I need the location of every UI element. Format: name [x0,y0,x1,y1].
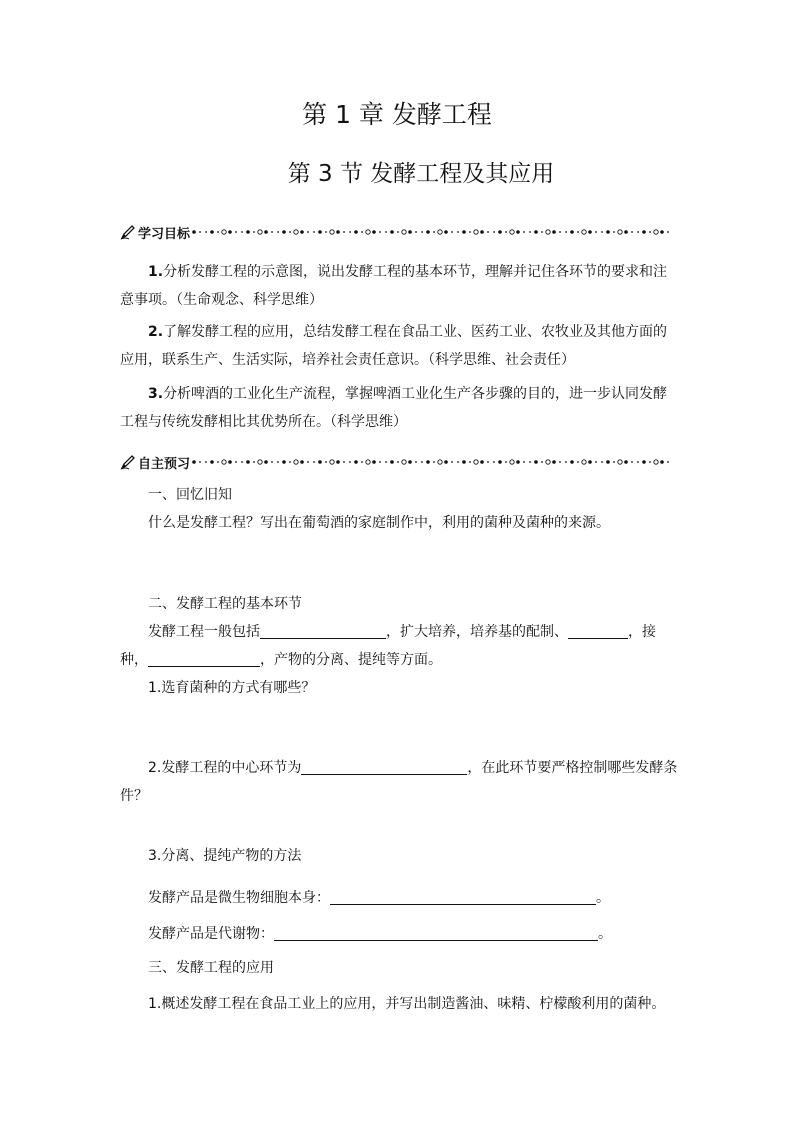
divider-dot [210,460,214,464]
divider-dot [667,461,669,463]
divider-dot [361,461,363,463]
divider-dot [415,461,417,463]
divider-dot [516,230,520,234]
divider-dot [637,231,639,233]
divider-dot [390,460,394,464]
divider-dot [307,461,309,463]
divider-dot [325,461,327,463]
goal-item-1: 1.分析发酵工程的示意图，说出发酵工程的基本环节，理解并记住各环节的要求和注意事项。（生命观念、科学思维） [120,264,668,308]
answer-blank[interactable] [330,888,596,905]
divider-dot [505,231,507,233]
divider-dot [541,461,543,463]
part2-fill-line-1: 发酵工程一般包括 ，扩大培养，培养基的配制、 ，接 [148,624,656,640]
divider-dot [385,461,387,463]
divider-dot [595,231,597,233]
divider-dot [588,460,592,464]
divider-dot [595,461,597,463]
divider-dot [282,460,286,464]
divider-dot [570,230,574,234]
divider-dot [349,231,351,233]
part1-question: 什么是发酵工程？写出在葡萄酒的家庭制作中，利用的菌种及菌种的来源。 [148,515,610,531]
divider-dot [205,461,207,463]
pen-icon [120,224,136,240]
divider-dot [246,460,250,464]
divider-dot [582,460,586,464]
divider-dot [343,231,345,233]
chapter-title: 第 1 章 发酵工程 [302,100,492,129]
divider-dot [253,231,255,233]
divider-dot [210,230,214,234]
divider-dot [631,231,633,233]
part2-heading: 二、发酵工程的基本环节 [148,596,302,612]
divider-dot [654,230,658,234]
divider-dot [487,461,489,463]
divider-dot [289,231,291,233]
divider-dot [258,230,262,234]
divider-dot [588,230,592,234]
divider-dot [438,230,442,234]
divider-dot [606,230,610,234]
divider-dot [582,230,586,234]
part2-question-3: 3.分离、提纯产物的方法 [148,848,302,864]
answer-blank[interactable] [260,622,386,639]
divider-dot [253,461,255,463]
divider-dot [336,230,340,234]
divider-dot [462,230,466,234]
divider-dot [222,460,226,464]
divider-dot [354,460,358,464]
divider-dot [642,460,646,464]
part2-question-1: 1.选育菌种的方式有哪些？ [148,680,316,696]
divider-dot [613,231,615,233]
self-preview-banner [120,452,674,472]
goal-item-3: 3.分析啤酒的工业化生产流程，掌握啤酒工业化生产各步骤的目的，进一步认同发酵工程与传统发酵相比其优势所在。（科学思维） [120,386,668,430]
divider-dot [444,460,448,464]
divider-dot [199,461,201,463]
divider-dot [613,461,615,463]
divider-dot [235,461,237,463]
goal-item-2: 2.了解发酵工程的应用，总结发酵工程在食品工业、医药工业、农牧业及其他方面的应用，联系生产、生活实际，培养社会责任意识。（科学思维、社会责任） [120,324,668,368]
divider-dot [624,460,628,464]
divider-dot [235,231,237,233]
divider-dot [469,231,471,233]
divider-dot [660,230,664,234]
part2-q3-metabolite: 发酵产品是代谢物： 。 [148,926,612,942]
divider-dot [565,461,567,463]
divider-dot [523,461,525,463]
divider-dot [462,460,466,464]
divider-dot [474,460,478,464]
part1-heading: 一、回忆旧知 [148,487,232,503]
divider-dot [631,461,633,463]
part2-question-2-cont: 件？ [120,788,148,804]
learning-goals-banner [120,222,674,242]
divider-dot [313,461,315,463]
divider-dot [264,460,268,464]
divider-dot [228,460,232,464]
divider-dot [660,460,664,464]
answer-blank[interactable] [301,758,467,775]
divider-dot [667,231,669,233]
divider-dot [379,231,381,233]
section-title: 第 3 节 发酵工程及其应用 [287,161,555,187]
divider-dot [289,461,291,463]
divider-dot [637,461,639,463]
divider-dot [343,461,345,463]
divider-dot [529,231,531,233]
divider-dot [402,460,406,464]
divider-dot [577,461,579,463]
divider-dot [397,461,399,463]
divider-dot [390,230,394,234]
divider-dot [379,461,381,463]
divider-dot [624,230,628,234]
divider-dot [307,231,309,233]
divider-dot [565,231,567,233]
dotted-divider [192,227,674,237]
divider-dot [487,231,489,233]
divider-dot [264,230,268,234]
divider-dot [258,460,262,464]
divider-dot [498,230,502,234]
divider-dot [192,460,196,464]
divider-dot [318,460,322,464]
divider-dot [421,231,423,233]
divider-dot [457,231,459,233]
divider-dot [438,460,442,464]
divider-dot [451,461,453,463]
divider-dot [199,231,201,233]
divider-dot [241,231,243,233]
divider-dot [271,231,273,233]
divider-dot [546,230,550,234]
divider-dot [510,460,514,464]
part2-q3-cell-product: 发酵产品是微生物细胞本身： 。 [148,890,610,906]
divider-dot [408,230,412,234]
divider-dot [618,230,622,234]
divider-dot [246,230,250,234]
divider-dot [385,231,387,233]
divider-dot [618,460,622,464]
self-preview-label: 自主预习 [138,456,191,472]
divider-dot [205,231,207,233]
divider-dot [426,230,430,234]
divider-dot [601,461,603,463]
divider-dot [330,460,334,464]
learning-goals-label: 学习目标 [138,226,191,242]
divider-dot [516,460,520,464]
dotted-divider [192,457,674,467]
divider-dot [318,230,322,234]
divider-dot [361,231,363,233]
divider-dot [649,461,651,463]
divider-dot [415,231,417,233]
divider-dot [642,230,646,234]
divider-dot [570,460,574,464]
divider-dot [397,231,399,233]
divider-dot [510,230,514,234]
divider-dot [541,231,543,233]
divider-dot [559,231,561,233]
divider-dot [372,230,376,234]
divider-dot [559,461,561,463]
divider-dot [546,460,550,464]
divider-dot [294,230,298,234]
divider-dot [228,230,232,234]
divider-dot [649,231,651,233]
divider-dot [480,460,484,464]
part2-question-2: 2.发酵工程的中心环节为 ，在此环节要严格控制哪些发酵条 [148,760,678,776]
divider-dot [217,461,219,463]
divider-dot [330,230,334,234]
answer-blank[interactable] [148,650,260,667]
divider-dot [534,460,538,464]
divider-dot [282,230,286,234]
divider-dot [222,230,226,234]
answer-blank[interactable] [274,924,598,941]
divider-dot [451,231,453,233]
part2-fill-line-2: 种， ，产物的分离、提纯等方面。 [120,652,442,668]
divider-dot [577,231,579,233]
divider-dot [480,230,484,234]
answer-blank[interactable] [568,622,628,639]
divider-dot [277,461,279,463]
divider-dot [505,461,507,463]
divider-dot [474,230,478,234]
divider-dot [493,461,495,463]
divider-dot [402,230,406,234]
divider-dot [457,461,459,463]
divider-dot [534,230,538,234]
divider-dot [493,231,495,233]
divider-dot [426,460,430,464]
divider-dot [192,230,196,234]
part3-question-1: 1.概述发酵工程在食品工业上的应用，并写出制造酱油、味精、柠檬酸利用的菌种。 [148,996,666,1012]
divider-dot [241,461,243,463]
divider-dot [433,231,435,233]
divider-dot [349,461,351,463]
divider-dot [433,461,435,463]
divider-dot [300,230,304,234]
divider-dot [469,461,471,463]
divider-dot [366,230,370,234]
divider-dot [217,231,219,233]
divider-dot [523,231,525,233]
divider-dot [606,460,610,464]
divider-dot [271,461,273,463]
divider-dot [421,461,423,463]
divider-dot [336,460,340,464]
divider-dot [498,460,502,464]
divider-dot [529,461,531,463]
divider-dot [294,460,298,464]
pen-icon [120,454,136,470]
part3-heading: 三、发酵工程的应用 [148,960,274,976]
divider-dot [354,230,358,234]
divider-dot [372,460,376,464]
divider-dot [313,231,315,233]
divider-dot [552,460,556,464]
divider-dot [366,460,370,464]
divider-dot [601,231,603,233]
divider-dot [552,230,556,234]
divider-dot [654,460,658,464]
divider-dot [444,230,448,234]
divider-dot [277,231,279,233]
divider-dot [300,460,304,464]
divider-dot [408,460,412,464]
divider-dot [325,231,327,233]
